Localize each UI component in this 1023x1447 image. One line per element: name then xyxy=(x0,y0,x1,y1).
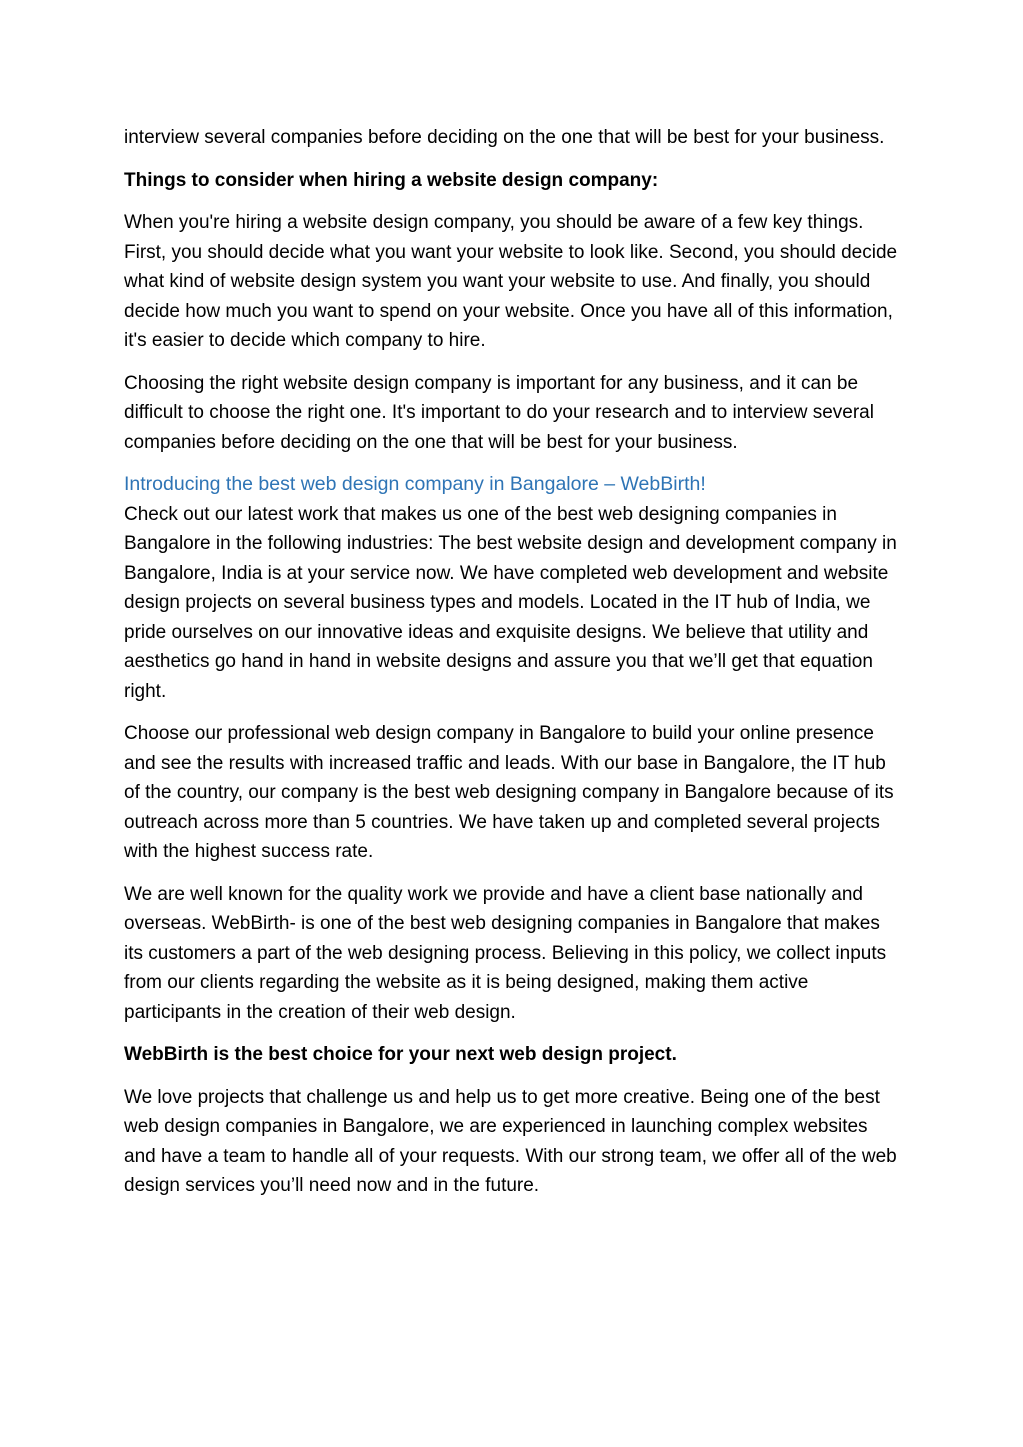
section-heading-hiring-considerations: Things to consider when hiring a website design company: xyxy=(124,169,659,191)
paragraph-professional-company: Choose our professional web design company in Bangalore to build your online presence and see the results with increased traffic and leads. With our base in Bangalore, the IT hub of the country, our company is the best web designing company in Bangalore because of its outreach across more than 5 countries. We have taken up and completed several projects with the highest success rate. xyxy=(124,723,894,862)
document-body xyxy=(124,123,904,1214)
subheading-introducing-webbirth: Introducing the best web design company in Bangalore – WebBirth! xyxy=(124,473,706,495)
paragraph-latest-work: Check out our latest work that makes us one of the best web designing companies in Bangalore in the following industries: The best website design and development company in Bangalore, India is at your service now. We have completed web development and website design projects on several business types and models. Located in the IT hub of India, we pride ourselves on our innovative ideas and exquisite designs. We believe that utility and aesthetics go hand in hand in website designs and assure you that we’ll get that equation right. xyxy=(124,503,897,702)
section-heading-best-choice: WebBirth is the best choice for your next web design project. xyxy=(124,1044,677,1065)
paragraph-continuation: interview several companies before deciding on the one that will be best for your business. xyxy=(124,127,885,148)
paragraph-choosing-right-company: Choosing the right website design company is important for any business, and it can be difficult to choose the right one. It's important to do your research and to interview several companies before deciding on the one that will be best for your business. xyxy=(124,372,874,453)
paragraph-love-projects: We love projects that challenge us and help us to get more creative. Being one of the best web design companies in Bangalore, we are experienced in launching complex websites and have a team to handle all of your requests. With our strong team, we offer all of the web design services you’ll need now and in the future. xyxy=(124,1086,897,1196)
paragraph-hiring-things: When you're hiring a website design company, you should be aware of a few key things. First, you should decide what you want your website to look like. Second, you should decide what kind of website design system you want your website to use. And finally, you should decide how much you want to spend on your website. Once you have all of this information, it's easier to decide which company to hire. xyxy=(124,212,898,351)
paragraph-quality-work: We are well known for the quality work we provide and have a client base nationally and overseas. WebBirth- is one of the best web designing companies in Bangalore that makes its customers a part of the web designing process. Believing in this policy, we collect inputs from our clients regarding the website as it is being designed, making them active participants in the creation of their web design. xyxy=(124,883,887,1023)
